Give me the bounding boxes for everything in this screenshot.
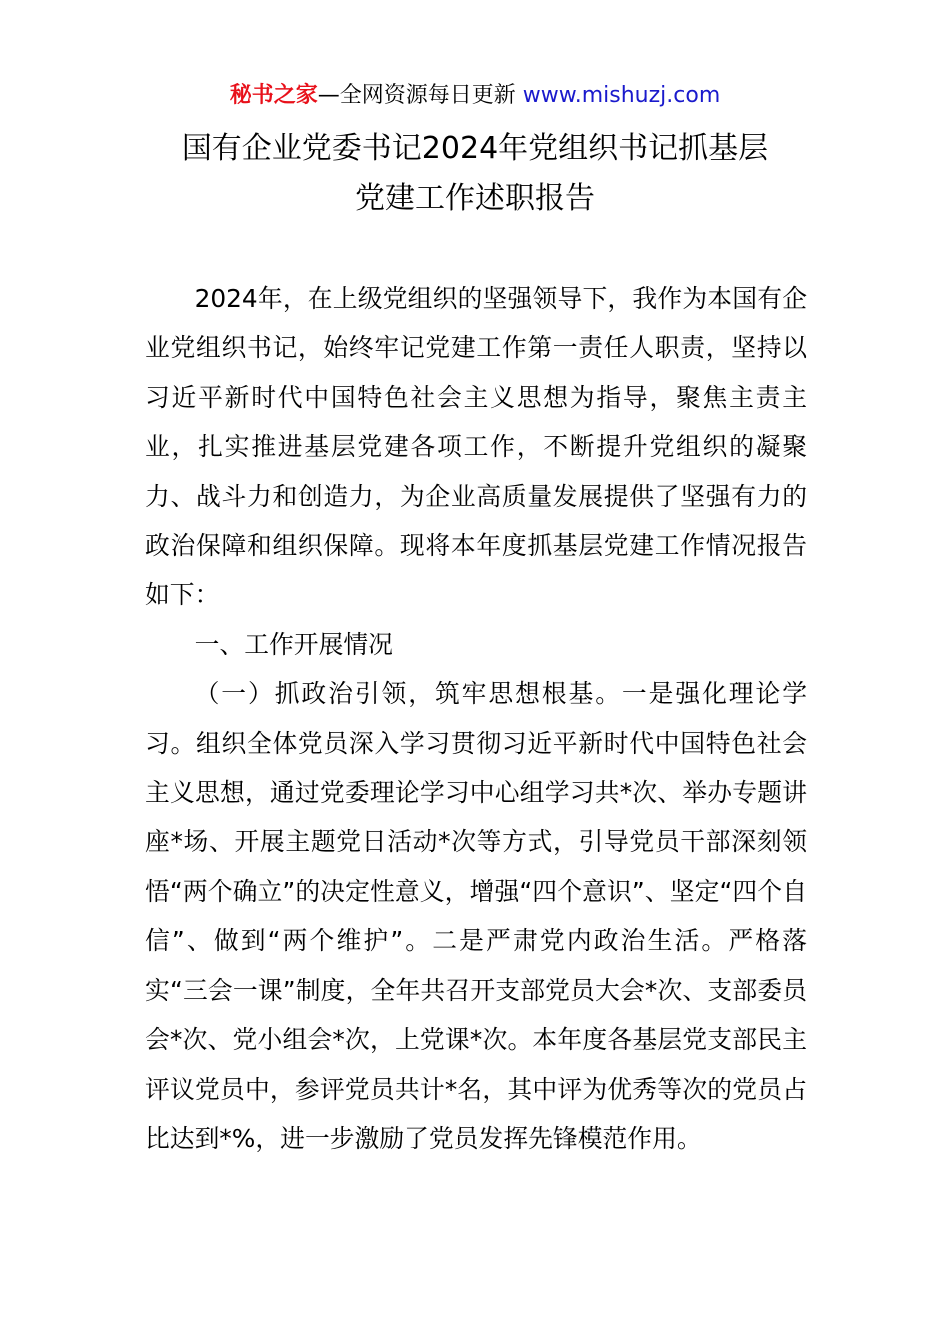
intro-paragraph: 2024年，在上级党组织的坚强领导下，我作为本国有企业党组织书记，始终牢记党建工作第一责任人职责，坚持以习近平新时代中国特色社会主义思想为指导，聚焦主责主业，扎实推进基层党建各项工作，不断提升党组织的凝聚力、战斗力和创造力，为企业高质量发展提供了坚强有力的政治保障和组织保障。现将本年度抓基层党建工作情况报告如下： xyxy=(145,284,807,610)
section-paragraph: （一）抓政治引领，筑牢思想根基。一是强化理论学习。组织全体党员深入学习贯彻习近平新时代中国特色社会主义思想，通过党委理论学习中心组学习共*次、举办专题讲座*场、开展主题党日活动*次等方式，引导党员干部深刻领悟“两个确立”的决定性意义，增强“四个意识”、坚定“四个自信”、做到“两个维护”。二是严肃党内政治生活。严格落实“三会一课”制度，全年共召开支部党员大会*次、支部委员会*次、党小组会*次，上党课*次。本年度各基层党支部民主评议党员中，参评党员共计*名，其中评为优秀等次的党员占比达到*%，进一步激励了党员发挥先锋模范作用。 xyxy=(145,679,807,1153)
title-line-1: 国有企业党委书记2024年党组织书记抓基层 xyxy=(181,131,769,166)
site-url-link[interactable]: www.mishuzj.com xyxy=(522,83,721,108)
document-body xyxy=(145,274,807,1163)
header-slogan: —全网资源每日更新 xyxy=(317,83,523,108)
title-line-2: 党建工作述职报告 xyxy=(355,181,595,216)
brand-name: 秘书之家 xyxy=(229,83,318,108)
document-title xyxy=(0,124,950,224)
section-heading: 一、工作开展情况 xyxy=(194,629,393,659)
site-header xyxy=(0,80,950,112)
